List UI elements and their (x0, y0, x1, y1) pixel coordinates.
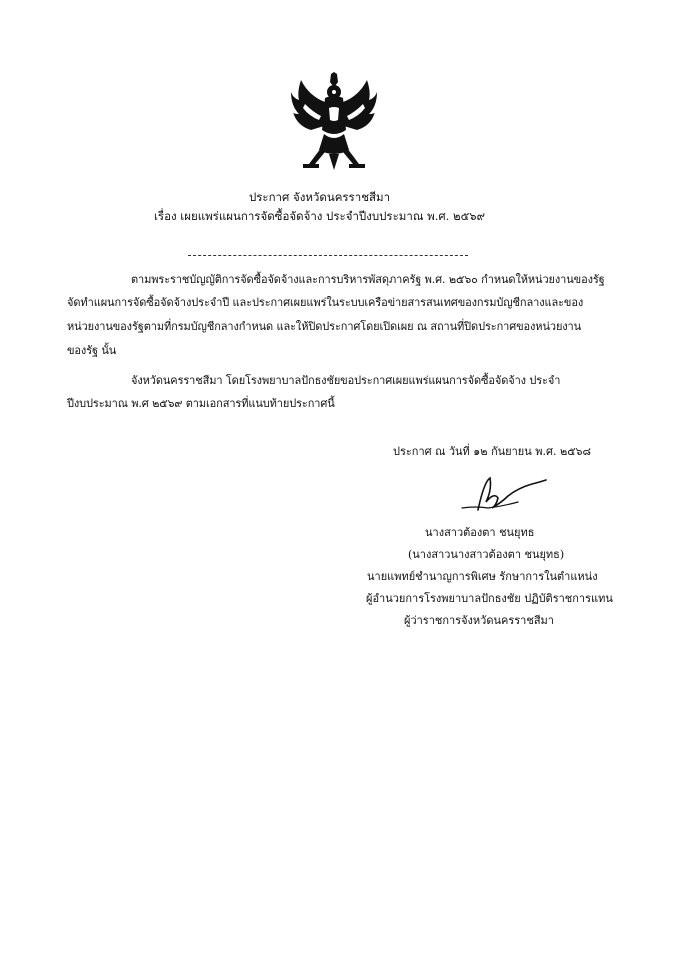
garuda-emblem-icon (291, 72, 377, 172)
signatory-full-name: (นางสาวนางสาวต้องตา ชนยุทธ) (408, 548, 565, 561)
paragraph2-line2: ปีงบประมาณ พ.ศ ๒๕๖๙ ตามเอกสารที่แนบท้ายประกาศนี้ (67, 397, 335, 410)
signatory-name: นางสาวต้องตา ชนยุทธ (425, 526, 535, 539)
signatory-position-line2: ผู้อำนวยการโรงพยาบาลปักธงชัย ปฏิบัติราชการแทน (366, 592, 613, 605)
paragraph2-line1: จังหวัดนครราชสีมา โดยโรงพยาบาลปักธงชัยขอประกาศเผยแพร่แผนการจัดซื้อจัดจ้าง ประจำ (131, 374, 561, 387)
paragraph1-line3: หน่วยงานของรัฐตามที่กรมบัญชีกลางกำหนด และให้ปิดประกาศโดยเปิดเผย ณ สถานที่ปิดประกาศของหน่วยงาน (67, 320, 582, 333)
paragraph1-line1: ตามพระราชบัญญัติการจัดซื้อจัดจ้างและการบริหารพัสดุภาครัฐ พ.ศ. ๒๕๖๐ กำหนดให้หน่วยงานของรัฐ (131, 273, 605, 286)
signatory-position-line3: ผู้ว่าราชการจังหวัดนครราชสีมา (404, 614, 554, 627)
paragraph1-line2: จัดทำแผนการจัดซื้อจัดจ้างประจำปี และประกาศเผยแพร่ในระบบเครือข่ายสารสนเทศของกรมบัญชีกลางและของ (67, 296, 584, 309)
divider (188, 255, 468, 256)
announcement-title: ประกาศ จังหวัดนครราชสีมา (248, 190, 391, 204)
signature-mark (458, 472, 548, 522)
announcement-subject: เรื่อง เผยแพร่แผนการจัดซื้อจัดจ้าง ประจำปีงบประมาณ พ.ศ. ๒๕๖๙ (154, 209, 485, 223)
paragraph1-line4: ของรัฐ นั้น (67, 344, 117, 357)
signatory-position-line1: นายแพทย์ชำนาญการพิเศษ รักษาการในตำแหน่ง (367, 570, 598, 583)
announce-date: ประกาศ ณ วันที่ ๑๒ กันยายน พ.ศ. ๒๕๖๘ (393, 445, 592, 458)
